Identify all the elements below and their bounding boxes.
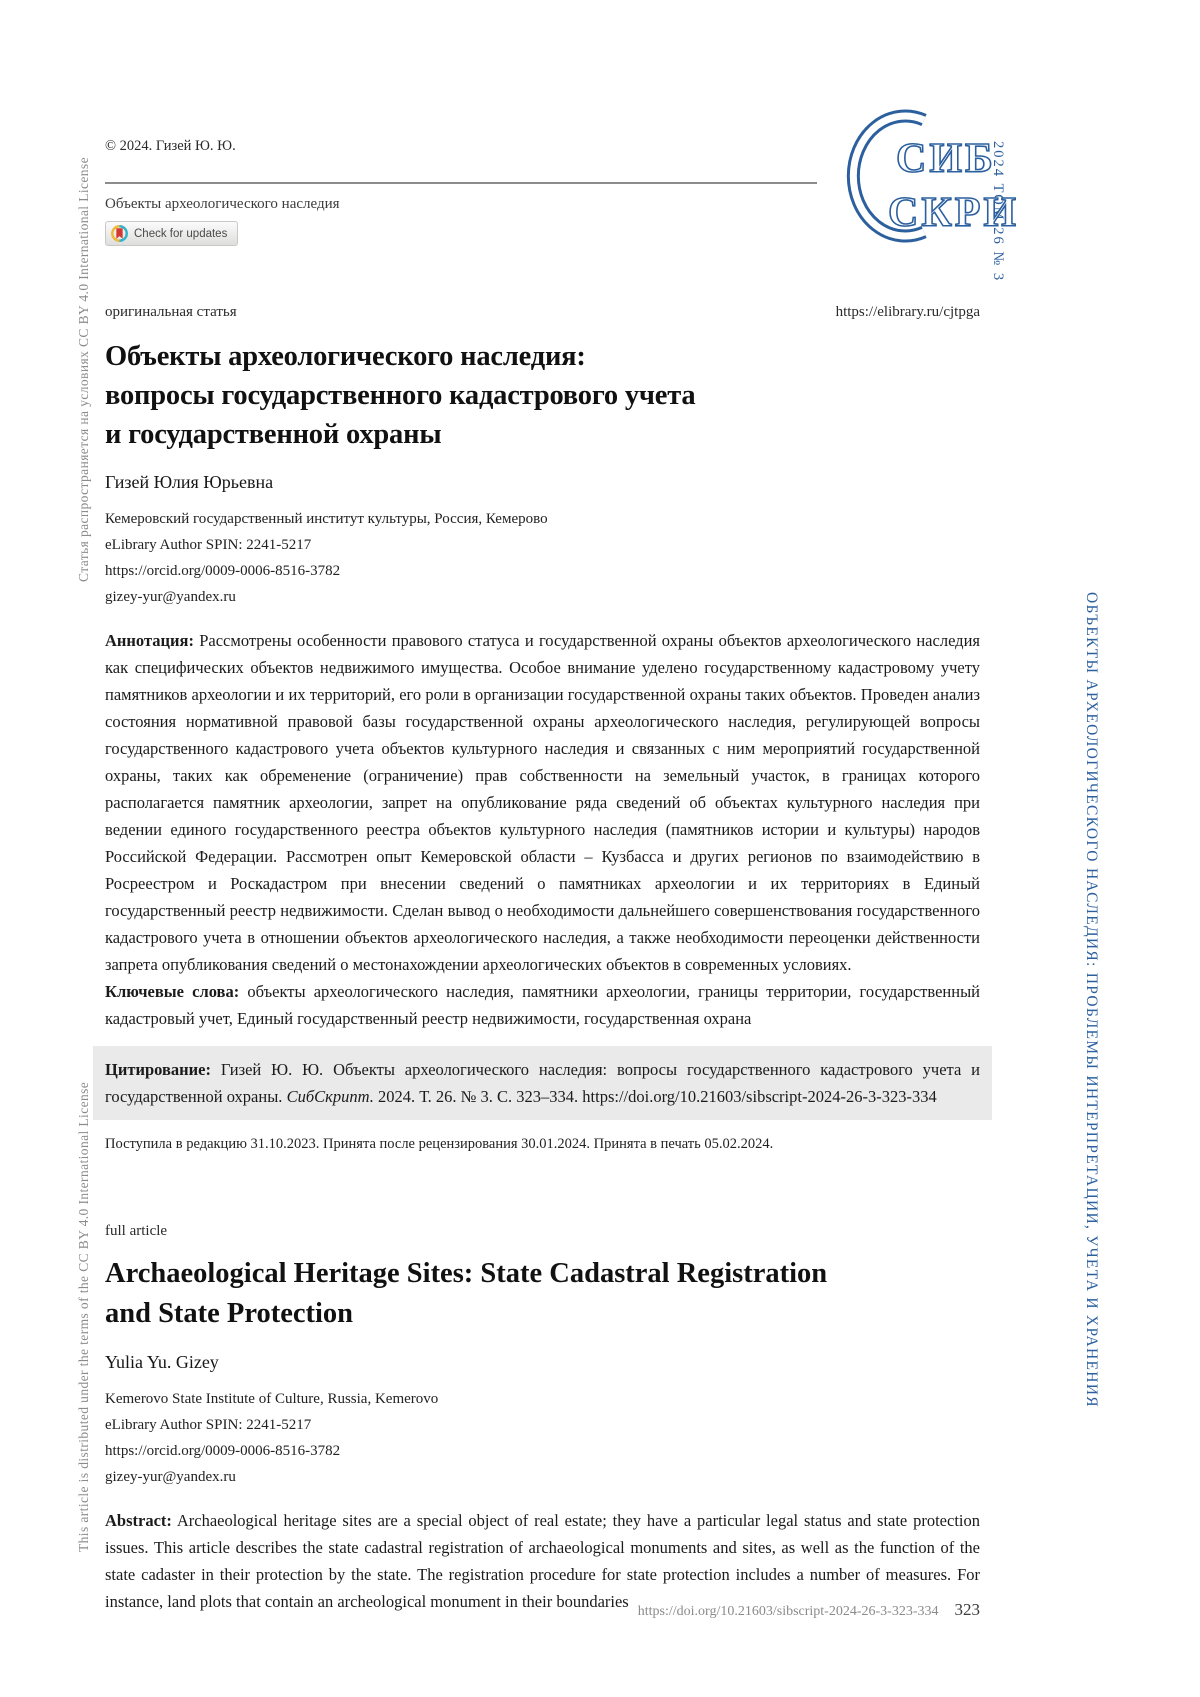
title-ru-line2: вопросы государственного кадастрового учета xyxy=(105,380,696,411)
author-spin-ru: eLibrary Author SPIN: 2241-5217 xyxy=(105,537,312,553)
abstract-en xyxy=(105,1507,980,1615)
citation-paragraph xyxy=(105,1056,980,1110)
keywords-ru xyxy=(105,978,980,1032)
title-en-line1: Archaeological Heritage Sites: State Cadastral Registration xyxy=(105,1258,828,1289)
license-text-english: This article is distributed under the terms of the CC BY 4.0 International License xyxy=(76,1081,91,1552)
author-name-en: Yulia Yu. Gizey xyxy=(105,1352,219,1372)
keywords-label-ru: Ключевые слова: xyxy=(105,982,240,1001)
logo-text-top: СИБ xyxy=(896,136,996,182)
journal-issue-vertical: 2024 ТОМ 26 № 3 xyxy=(990,141,1006,283)
citation-text-2: 2024. Т. 26. № 3. С. 323–334. https://doi.org/10.21603/sibscript-2024-26-3-323-334 xyxy=(373,1087,937,1106)
orcid-link-en[interactable]: https://orcid.org/0009-0006-8516-3782 xyxy=(105,1443,341,1459)
article-type-ru: оригинальная статья xyxy=(105,304,237,320)
elibrary-link[interactable]: https://elibrary.ru/cjtpga xyxy=(835,304,980,320)
title-en-line2: and State Protection xyxy=(105,1298,354,1329)
copyright-line: © 2024. Гизей Ю. Ю. xyxy=(105,138,236,154)
abstract-text-ru: Рассмотрены особенности правового статуса и государственной охраны объектов археологического наследия как специфических объектов недвижимого имущества. Особое внимание уделено государственному кадастровому учету памятников археологии и их территорий, его роли в организации государственной охраны таких объектов. Проведен анализ состояния нормативной правовой базы государственной охраны археологического наследия, регулирующей вопросы государственного кадастрового учета объектов культурного наследия и связанных с ним мероприятий государственной охраны, таких как обременение (ограничение) прав собственности на земельный участок, в границах которого располагается памятник археологии, запрет на опубликование ряда сведений об объектах культурного наследия при ведении единого государственного реестра объектов культурного наследия (памятников истории и культуры) народов Российской Федерации. Рассмотрен опыт Кемеровской области – Кузбасса и других регионов по взаимодействию в Росреестром и Роскадастром при внесении сведений о памятниках археологии и их территориях в Единый государственный реестр недвижимости. Сделан вывод о необходимости дальнейшего совершенствования государственного кадастрового учета в отношении объектов археологического наследия, а также необходимости переоценки действенности запрета опубликования сведений о местонахождении археологических объектов в современных условиях. xyxy=(105,631,980,974)
email-link-ru[interactable]: gizey-yur@yandex.ru xyxy=(105,589,236,605)
received-dates: Поступила в редакцию 31.10.2023. Принята после рецензирования 30.01.2024. Принята в печать 05.02.2024. xyxy=(105,1136,774,1152)
footer-doi-link[interactable]: https://doi.org/10.21603/sibscript-2024-26-3-323-334 xyxy=(637,1604,939,1619)
main-column xyxy=(105,300,980,1615)
article-title-en xyxy=(105,1254,980,1334)
license-text-russian: Статья распространяется на условиях CC BY 4.0 International License xyxy=(76,157,91,582)
abstract-label-en: Abstract: xyxy=(105,1511,172,1530)
header-divider xyxy=(105,182,817,184)
page-number: 323 xyxy=(954,1600,980,1619)
author-name-ru: Гизей Юлия Юрьевна xyxy=(105,472,274,492)
title-ru-line1: Объекты археологического наследия: xyxy=(105,341,586,372)
abstract-text-en: Archaeological heritage sites are a special object of real estate; they have a particular legal status and state protection issues. This article describes the state cadastral registration of archaeological monuments and sites, as well as the function of the state cadaster in their protection by the state. The registration procedure for state protection includes a number of measures. For instance, land plots that contain an archeological monument in their boundaries xyxy=(105,1511,980,1611)
abstract-label-ru: Аннотация: xyxy=(105,631,194,650)
check-for-updates-button[interactable] xyxy=(105,221,238,246)
logo-text-bottom: СКРИ xyxy=(888,190,1016,236)
author-spin-en: eLibrary Author SPIN: 2241-5217 xyxy=(105,1417,312,1433)
keywords-text-ru: объекты археологического наследия, памятники археологии, границы территории, государственный кадастровый учет, Единый государственный реестр недвижимости, государственная охрана xyxy=(105,982,980,1028)
page-footer xyxy=(105,1600,980,1620)
citation-box xyxy=(93,1046,992,1120)
citation-label: Цитирование: xyxy=(105,1060,211,1079)
citation-journal-italic: СибСкрипт. xyxy=(286,1087,374,1106)
abstract-ru xyxy=(105,627,980,978)
journal-logo xyxy=(826,94,1016,256)
check-for-updates-label: Check for updates xyxy=(134,227,228,240)
affiliation-ru: Кемеровский государственный институт культуры, Россия, Кемерово xyxy=(105,511,548,527)
crossmark-icon xyxy=(111,225,128,242)
affiliation-en: Kemerovo State Institute of Culture, Russia, Kemerovo xyxy=(105,1391,439,1407)
citation-text-1: Гизей Ю. Ю. Объекты археологического наследия: вопросы государственного кадастрового учета и государственной охраны. xyxy=(105,1060,980,1106)
orcid-link-ru[interactable]: https://orcid.org/0009-0006-8516-3782 xyxy=(105,563,341,579)
running-head: Объекты археологического наследия xyxy=(105,196,340,212)
title-ru-line3: и государственной охраны xyxy=(105,419,442,450)
article-title-ru xyxy=(105,337,980,454)
article-type-en: full article xyxy=(105,1223,168,1239)
journal-section-vertical: ОБЪЕКТЫ АРХЕОЛОГИЧЕСКОГО НАСЛЕДИЯ: ПРОБЛЕМЫ ИНТЕРПРЕТАЦИИ, УЧЕТА И ХРАНЕНИЯ xyxy=(1083,592,1100,1408)
email-link-en[interactable]: gizey-yur@yandex.ru xyxy=(105,1469,236,1485)
